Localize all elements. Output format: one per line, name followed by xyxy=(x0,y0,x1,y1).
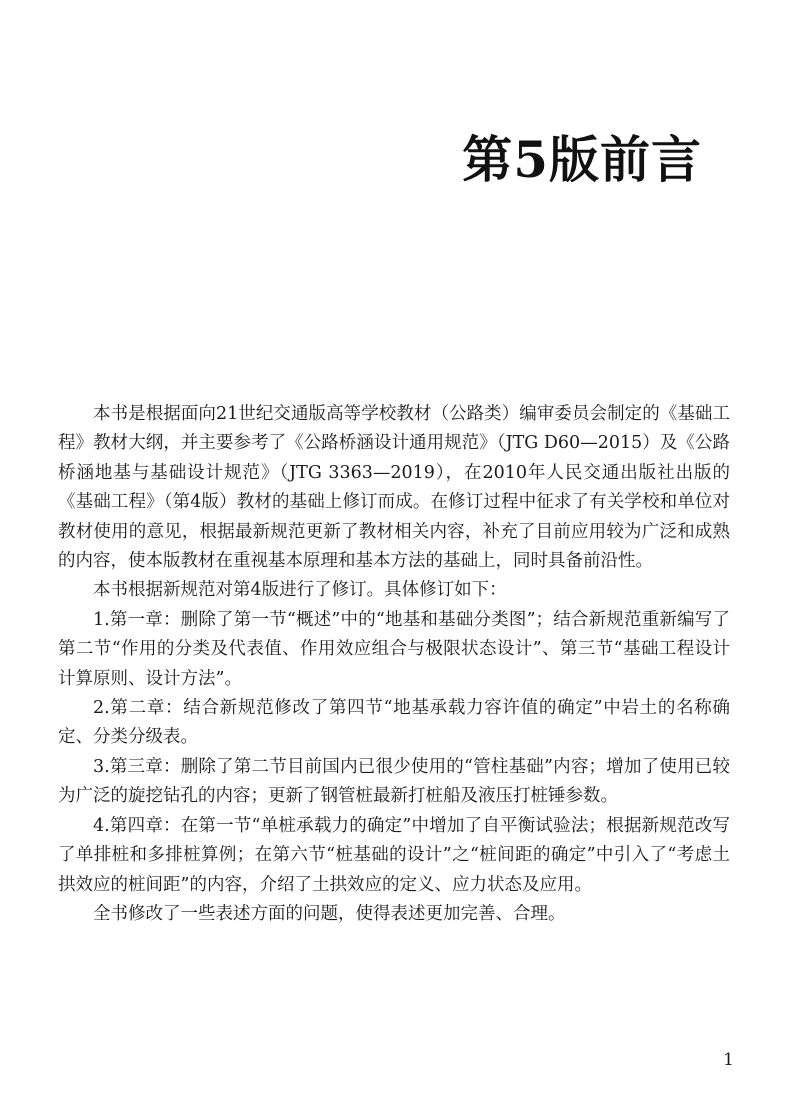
page-number: 1 xyxy=(723,1050,734,1070)
preface-body xyxy=(58,400,730,929)
paragraph-chapter-3: 3.第三章：删除了第二节目前国内已很少使用的“管柱基础”内容；增加了使用已较为广泛的旋挖钻孔的内容；更新了钢管桩最新打桩船及液压打桩锤参数。 xyxy=(58,756,730,807)
paragraph-closing: 全书修改了一些表述方面的问题，使得表述更加完善、合理。 xyxy=(93,903,566,924)
paragraph-chapter-2: 2.第二章：结合新规范修改了第四节“地基承载力容许值的确定”中岩土的名称确定、分类分级表。 xyxy=(58,698,730,748)
paragraph-chapter-1: 1.第一章：删除了第一节“概述”中的“地基和基础分类图”；结合新规范重新编写了第二节“作用的分类及代表值、作用效应组合与极限状态设计”、第三节“基础工程设计计算原则、设计方法”。 xyxy=(58,609,730,689)
paragraph-revision-summary: 本书根据新规范对第4版进行了修订。具体修订如下： xyxy=(93,580,507,601)
paragraph-intro: 本书是根据面向21世纪交通版高等学校教材（公路类）编审委员会制定的《基础工程》教材大纲，并主要参考了《公路桥涵设计通用规范》（JTG D60—2015）及《公路桥涵地基与基础设计规范》（JTG 3363—2019），在2010年人民交通出版社出版的《基础工程》（第4版）教材的基础上修订而成。在修订过程中征求了有关学校和单位对教材使用的意见，根据最新规范更新了教材相关内容，补充了目前应用较为广泛和成熟的内容，使本版教材在重视基本原理和基本方法的基础上，同时具备前沿性。 xyxy=(58,404,730,572)
paragraph-chapter-4: 4.第四章：在第一节“单桩承载力的确定”中增加了自平衡试验法；根据新规范改写了单排桩和多排桩算例；在第六节“桩基础的设计”之“桩间距的确定”中引入了“考虑土拱效应的桩间距”的内容，介绍了土拱效应的定义、应力状态及应用。 xyxy=(58,815,730,895)
page-title: 第5版前言 xyxy=(462,130,702,189)
